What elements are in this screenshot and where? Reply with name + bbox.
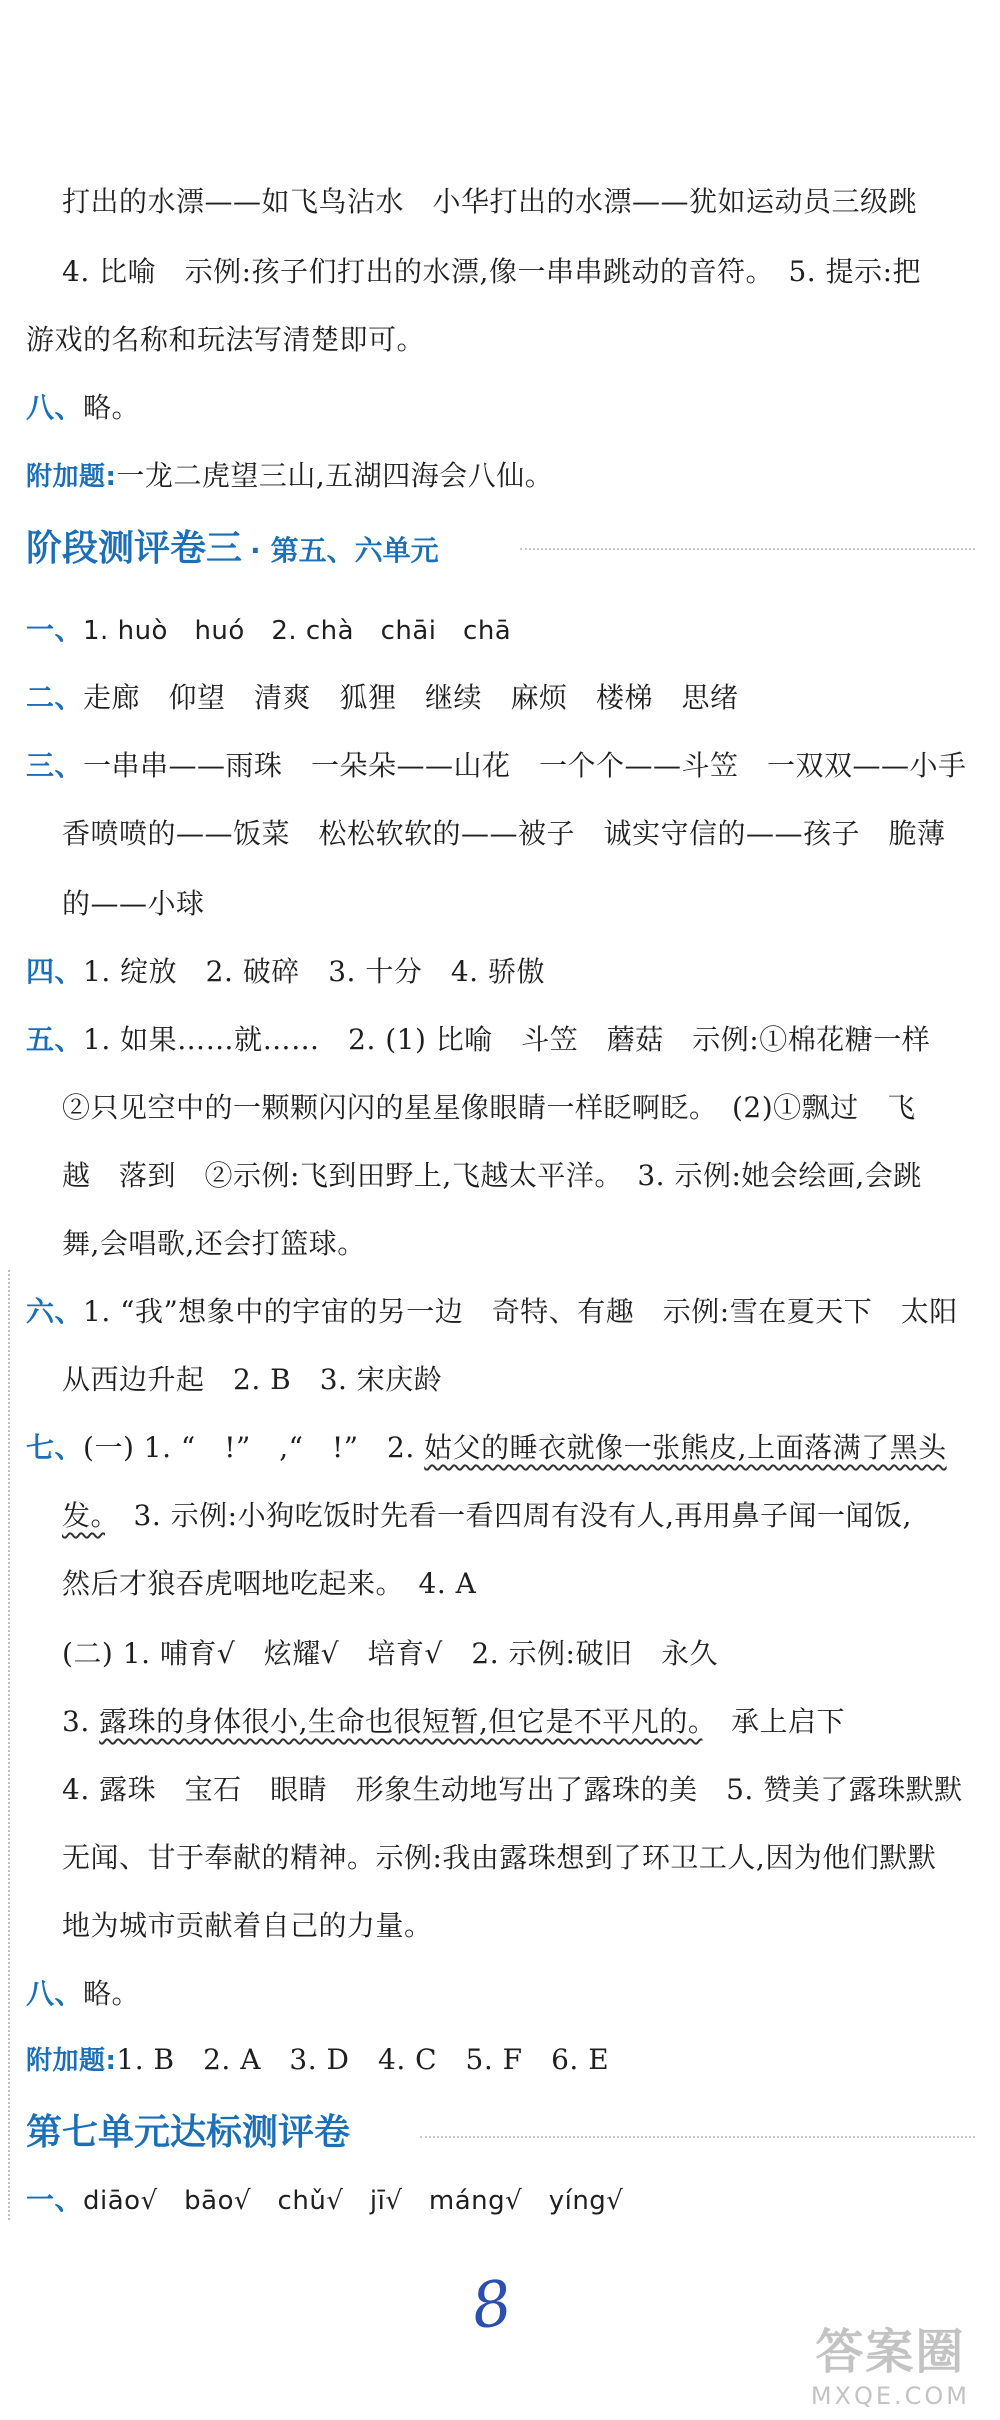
section-heading	[26, 2104, 350, 2155]
answer-text: (一) 1. “ !” ,“ !” 2.	[83, 1431, 425, 1464]
answer-text: 略。	[83, 1977, 141, 2010]
question-number: 七、	[26, 1431, 84, 1464]
question-number: 八、	[26, 1977, 84, 2010]
answer-text: 走廊 仰望 清爽 狐狸 继续 麻烦 楼梯 思绪	[83, 681, 739, 714]
question-number: 六、	[26, 1295, 84, 1328]
answer-text: 承上启下	[702, 1705, 845, 1738]
question-8	[26, 388, 140, 428]
heading-rule	[420, 2136, 975, 2138]
answer-line: 游戏的名称和玩法写清楚即可。	[26, 323, 426, 356]
underlined-answer: 发。	[62, 1499, 106, 1532]
question-2	[26, 678, 739, 718]
answer-line: 打出的水漂——如飞鸟沾水 小华打出的水漂——犹如运动员三级跳	[62, 185, 918, 218]
answer-line: 无闻、甘于奉献的精神。示例:我由露珠想到了环卫工人,因为他们默默	[62, 1841, 937, 1874]
question-number: 二、	[26, 681, 84, 714]
answer-line: ②只见空中的一颗颗闪闪的星星像眼睛一样眨啊眨。 (2)①飘过 飞	[62, 1091, 916, 1124]
bonus-answer: 一龙二虎望三山,五湖四海会八仙。	[116, 459, 554, 492]
answer-text: diāo√ bāo√ chǔ√ jī√ máng√ yíng√	[83, 2186, 624, 2216]
heading-rule	[520, 548, 975, 550]
answer-text: 一串串——雨珠 一朵朵——山花 一个个——斗笠 一双双——小手	[83, 749, 967, 782]
question-6	[26, 1292, 958, 1332]
bonus-question	[26, 456, 553, 497]
answer-text: 3.	[62, 1705, 100, 1738]
question-number: 三、	[26, 749, 84, 782]
answer-text: 3. 示例:小狗吃饭时先看一看四周有没有人,再用鼻子闻一闻饭,	[105, 1499, 912, 1532]
question-8	[26, 1974, 140, 2014]
answer-line: (二) 1. 哺育√ 炫耀√ 培育√ 2. 示例:破旧 永久	[62, 1637, 718, 1670]
question-number: 四、	[26, 955, 84, 988]
question-number: 五、	[26, 1023, 84, 1056]
answer-line: 4. 露珠 宝石 眼睛 形象生动地写出了露珠的美 5. 赞美了露珠默默	[62, 1773, 963, 1806]
bonus-answer: 1. B 2. A 3. D 4. C 5. F 6. E	[116, 2043, 610, 2076]
answer-line: 的——小球	[62, 887, 205, 920]
answer-text: 1. huò huó 2. chà chāi chā	[83, 616, 512, 646]
section-title: 阶段测评卷三	[26, 528, 243, 569]
question-number: 一、	[26, 2183, 84, 2216]
question-number: 一、	[26, 613, 84, 646]
section-subtitle: 第五、六单元	[270, 534, 439, 567]
title-separator: ·	[250, 534, 261, 567]
question-number: 八、	[26, 391, 84, 424]
answer-line: 从西边升起 2. B 3. 宋庆龄	[62, 1363, 443, 1396]
question-7	[26, 1428, 947, 1468]
question-1	[26, 2180, 623, 2221]
answer-line: 越 落到 ②示例:飞到田野上,飞越太平洋。 3. 示例:她会绘画,会跳	[62, 1159, 922, 1192]
answer-line: 地为城市贡献着自己的力量。	[62, 1909, 433, 1942]
answer-text: 1. 绽放 2. 破碎 3. 十分 4. 骄傲	[83, 955, 545, 988]
answer-line: 舞,会唱歌,还会打篮球。	[62, 1227, 366, 1260]
watermark-text: 答案圈	[815, 2324, 966, 2380]
question-1	[26, 610, 511, 651]
answer-line: 香喷喷的——饭菜 松松软软的——被子 诚实守信的——孩子 脆薄	[62, 817, 946, 850]
question-3	[26, 746, 967, 786]
handwritten-page-number: 8	[467, 2265, 517, 2344]
answer-line: 然后才狼吞虎咽地吃起来。 4. A	[62, 1567, 477, 1600]
answer-text: 略。	[83, 391, 141, 424]
answer-line	[62, 1496, 912, 1536]
watermark-url: MXQE.COM	[810, 2382, 970, 2410]
bonus-question	[26, 2040, 609, 2081]
question-4	[26, 952, 545, 992]
underlined-answer: 露珠的身体很小,生命也很短暂,但它是不平凡的。	[99, 1705, 703, 1738]
section-heading	[26, 520, 439, 571]
bonus-label: 附加题:	[26, 462, 117, 492]
bonus-label: 附加题:	[26, 2046, 117, 2076]
binding-margin	[8, 1270, 10, 2220]
answer-line: 4. 比喻 示例:孩子们打出的水漂,像一串串跳动的音符。 5. 提示:把	[62, 255, 922, 288]
underlined-answer: 姑父的睡衣就像一张熊皮,上面落满了黑头	[424, 1431, 947, 1464]
answer-text: 1. 如果……就…… 2. (1) 比喻 斗笠 蘑菇 示例:①棉花糖一样	[83, 1023, 931, 1056]
question-5	[26, 1020, 930, 1060]
answer-text: 1. “我”想象中的宇宙的另一边 奇特、有趣 示例:雪在夏天下 太阳	[83, 1295, 958, 1328]
watermark-logo	[811, 2313, 970, 2410]
answer-line	[62, 1702, 845, 1742]
section-title: 第七单元达标测评卷	[26, 2112, 351, 2153]
